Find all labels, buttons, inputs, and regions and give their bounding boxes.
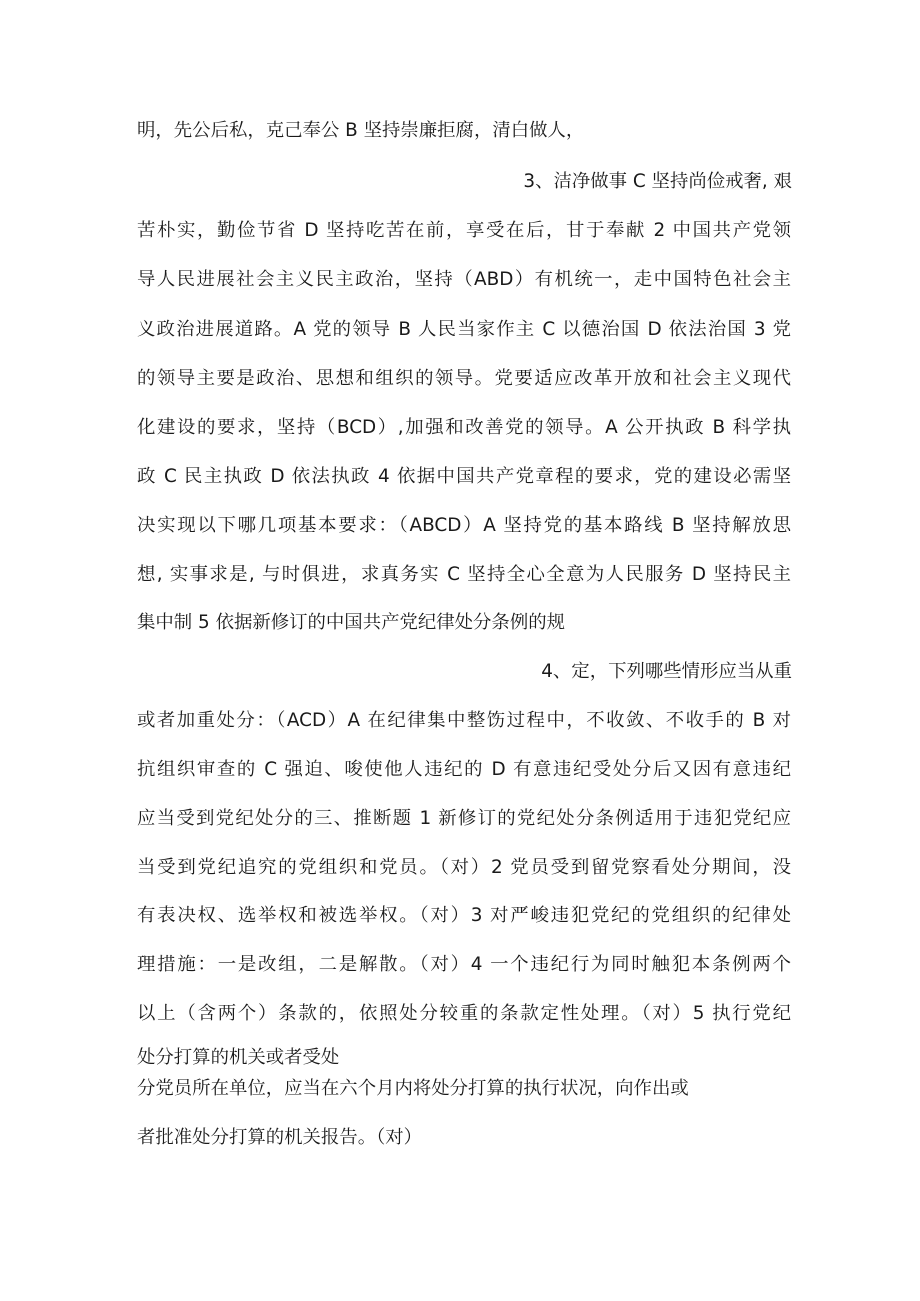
text-line: 抗组织审查的 C 强迫、唆使他人违纪的 D 有意违纪受处分后又因有意违纪 [137, 759, 791, 780]
text-line: 4、定，下列哪些情形应当从重 [541, 661, 792, 682]
text-line: 分党员所在单位，应当在六个月内将处分打算的执行状况，向作出或 [137, 1078, 689, 1099]
text-line: 当受到党纪追究的党组织和党员。（对）2 党员受到留党察看处分期间，没 [137, 857, 791, 878]
text-line: 理措施：一是改组，二是解散。（对）4 一个违纪行为同时触犯本条例两个 [137, 954, 791, 975]
text-line: 3、洁净做事 C 坚持尚俭戒奢, 艰 [523, 171, 792, 192]
text-line: 义政治进展道路。A 党的领导 B 人民当家作主 C 以德治国 D 依法治国 3 党 [137, 319, 791, 340]
text-line: 想, 实事求是, 与时俱进，求真务实 C 坚持全心全意为人民服务 D 坚持民主 [137, 564, 791, 585]
text-line: 明，先公后私，克己奉公 B 坚持崇廉拒腐，清白做人， [137, 120, 585, 141]
text-line: 决实现以下哪几项基本要求：（ABCD）A 坚持党的基本路线 B 坚持解放思 [137, 515, 791, 536]
text-line: 者批准处分打算的机关报告。（对） [137, 1127, 423, 1148]
text-line: 以上（含两个）条款的，依照处分较重的条款定性处理。（对）5 执行党纪 [137, 1003, 791, 1024]
text-line: 的领导主要是政治、思想和组织的领导。党要适应改革开放和社会主义现代 [137, 368, 791, 389]
text-line: 有表决权、选举权和被选举权。（对）3 对严峻违犯党纪的党组织的纪律处 [137, 905, 791, 926]
text-line: 集中制 5 依据新修订的中国共产党纪律处分条例的规 [137, 612, 565, 633]
text-line: 应当受到党纪处分的三、推断题 1 新修订的党纪处分条例适用于违犯党纪应 [137, 808, 791, 829]
text-line: 导人民进展社会主义民主政治，坚持（ABD）有机统一，走中国特色社会主 [137, 269, 791, 290]
text-line: 苦朴实，勤俭节省 D 坚持吃苦在前，享受在后，甘于奉献 2 中国共产党领 [137, 220, 791, 241]
text-line: 政 C 民主执政 D 依法执政 4 依据中国共产党章程的要求，党的建设必需坚 [137, 466, 791, 487]
text-line: 化建设的要求，坚持（BCD）,加强和改善党的领导。A 公开执政 B 科学执 [137, 417, 791, 438]
text-line: 处分打算的机关或者受处 [137, 1047, 340, 1068]
text-line: 或者加重处分：（ACD）A 在纪律集中整饬过程中，不收敛、不收手的 B 对 [137, 710, 791, 731]
